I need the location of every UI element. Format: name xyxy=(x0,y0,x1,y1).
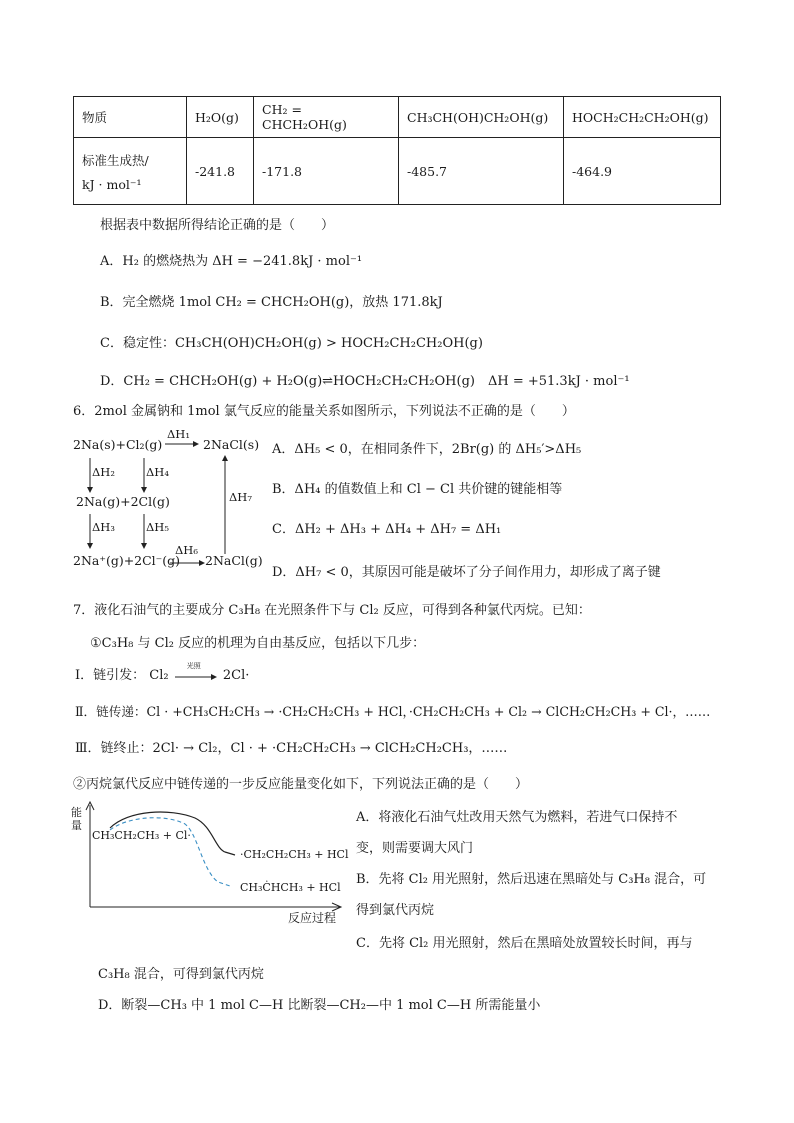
table-row xyxy=(74,138,721,205)
light-arrow xyxy=(173,661,219,682)
q7-mechanism-intro: ①C₃H₈ 与 Cl₂ 反应的机理为自由基反应，包括以下几步： xyxy=(90,636,426,651)
graph-xlabel: 反应过程 xyxy=(288,911,337,925)
q6-option-c: C．ΔH₂ + ΔH₃ + ΔH₄ + ΔH₇ = ΔH₁ xyxy=(272,522,502,537)
initiation-reactant: Cl₂ xyxy=(149,668,169,683)
row-label-cell xyxy=(74,138,187,205)
graph-ylabel: 能量 xyxy=(71,806,82,832)
initiation-product: 2Cl· xyxy=(222,668,250,683)
q7-step-propagation: Ⅱ．链传递：Cl · +CH₃CH₂CH₃ → ·CH₂CH₂CH₃ + HCl，·CH₂CH₂CH₃ + Cl₂ → ClCH₂CH₂CH₃ + Cl·，…… xyxy=(75,704,711,719)
label-dh1: ΔH₁ xyxy=(167,427,190,441)
q6-option-d: D．ΔH₇ < 0，其原因可能是破坏了分子间作用力，却形成了离子键 xyxy=(272,565,661,580)
table-cell: -241.8 xyxy=(187,138,254,205)
label-dh4: ΔH₄ xyxy=(146,465,169,479)
q7-step-initiation xyxy=(75,661,250,683)
cycle-ions: 2Na⁺(g)+2Cl⁻(g) xyxy=(73,553,181,568)
table-header-cell: H₂O(g) xyxy=(187,97,254,138)
q7-step-termination: Ⅲ．链终止：2Cl· → Cl₂，Cl · + ·CH₂CH₂CH₃ → ClCH₂CH₂CH₃，…… xyxy=(75,741,508,756)
graph-product1-label: ·CH₂CH₂CH₃ + HCl xyxy=(240,848,349,861)
q7-option-a-line1: A．将液化石油气灶改用天然气为燃料，若进气口保持不 xyxy=(356,810,678,825)
q7-option-d: D．断裂—CH₃ 中 1 mol C—H 比断裂—CH₂—中 1 mol C—H 所需能量小 xyxy=(98,998,541,1013)
curve-secondary-h xyxy=(110,818,230,886)
q5-stem: 根据表中数据所得结论正确的是（ ） xyxy=(100,218,335,233)
table-header-cell: HOCH₂CH₂CH₂OH(g) xyxy=(564,97,721,138)
cycle-reactant-top: 2Na(s)+Cl₂(g) xyxy=(73,437,163,452)
q5-option-d: D．CH₂ = CHCH₂OH(g) + H₂O(g)⇌HOCH₂CH₂CH₂OH(g) ΔH = +51.3kJ · mol⁻¹ xyxy=(100,374,630,389)
q7-option-b-line2: 得到氯代丙烷 xyxy=(356,903,435,918)
cycle-product-bottom: 2NaCl(g) xyxy=(205,553,263,568)
q5-option-b: B．完全燃烧 1mol CH₂ = CHCH₂OH(g)，放热 171.8kJ xyxy=(100,295,443,310)
q7-stem: 7．液化石油气的主要成分 C₃H₈ 在光照条件下与 Cl₂ 反应，可得到各种氯代丙烷。已知： xyxy=(73,603,591,618)
q6-stem: 6．2mol 金属钠和 1mol 氯气反应的能量关系如图所示，下列说法不正确的是（ ） xyxy=(73,404,575,419)
q7-option-c-line2: C₃H₈ 混合，可得到氯代丙烷 xyxy=(98,967,264,982)
q5-option-a: A．H₂ 的燃烧热为 ΔH = −241.8kJ · mol⁻¹ xyxy=(100,254,363,269)
q7-option-b-line1: B．先将 Cl₂ 用光照射，然后迅速在黑暗处与 C₃H₈ 混合，可 xyxy=(356,872,707,887)
label-dh2: ΔH₂ xyxy=(92,465,115,479)
graph-reactant-label: CH₃CH₂CH₃ + Cl· xyxy=(92,829,191,842)
row-label-line2: kJ · mol⁻¹ xyxy=(82,176,142,192)
light-condition: 光照 xyxy=(186,661,201,670)
table-cell: -464.9 xyxy=(564,138,721,205)
table-header-row xyxy=(74,97,721,138)
q5-option-c: C．稳定性：CH₃CH(OH)CH₂OH(g) > HOCH₂CH₂CH₂OH(g) xyxy=(100,336,483,351)
label-dh3: ΔH₃ xyxy=(92,520,115,534)
table-header-cell: CH₂ = CHCH₂OH(g) xyxy=(254,97,399,138)
table-cell: -171.8 xyxy=(254,138,399,205)
table-cell: -485.7 xyxy=(399,138,564,205)
label-dh6: ΔH₆ xyxy=(175,543,198,557)
graph-product2-label: CH₃ĊHCH₃ + HCl xyxy=(240,881,341,894)
table-header-cell: 物质 xyxy=(74,97,187,138)
q6-option-b: B．ΔH₄ 的值数值上和 Cl − Cl 共价键的键能相等 xyxy=(272,482,563,497)
q7-graph-intro: ②丙烷氯代反应中链传递的一步反应能量变化如下，下列说法正确的是（ ） xyxy=(73,777,529,792)
label-dh5: ΔH₅ xyxy=(146,520,169,534)
cycle-product-top: 2NaCl(s) xyxy=(203,437,260,452)
table-header-cell: CH₃CH(OH)CH₂OH(g) xyxy=(399,97,564,138)
initiation-label: Ⅰ．链引发： xyxy=(75,668,146,683)
cycle-gas-atoms: 2Na(g)+2Cl(g) xyxy=(76,494,170,509)
formation-heat-table xyxy=(73,96,721,205)
label-dh7: ΔH₇ xyxy=(229,490,252,504)
q6-option-a: A．ΔH₅ < 0，在相同条件下，2Br(g) 的 ΔH₅′>ΔH₅ xyxy=(272,442,582,457)
row-label-line1: 标准生成热/ xyxy=(82,152,149,168)
q7-option-a-line2: 变，则需要调大风门 xyxy=(356,841,474,856)
q7-option-c-line1: C．先将 Cl₂ 用光照射，然后在黑暗处放置较长时间，再与 xyxy=(356,936,693,951)
